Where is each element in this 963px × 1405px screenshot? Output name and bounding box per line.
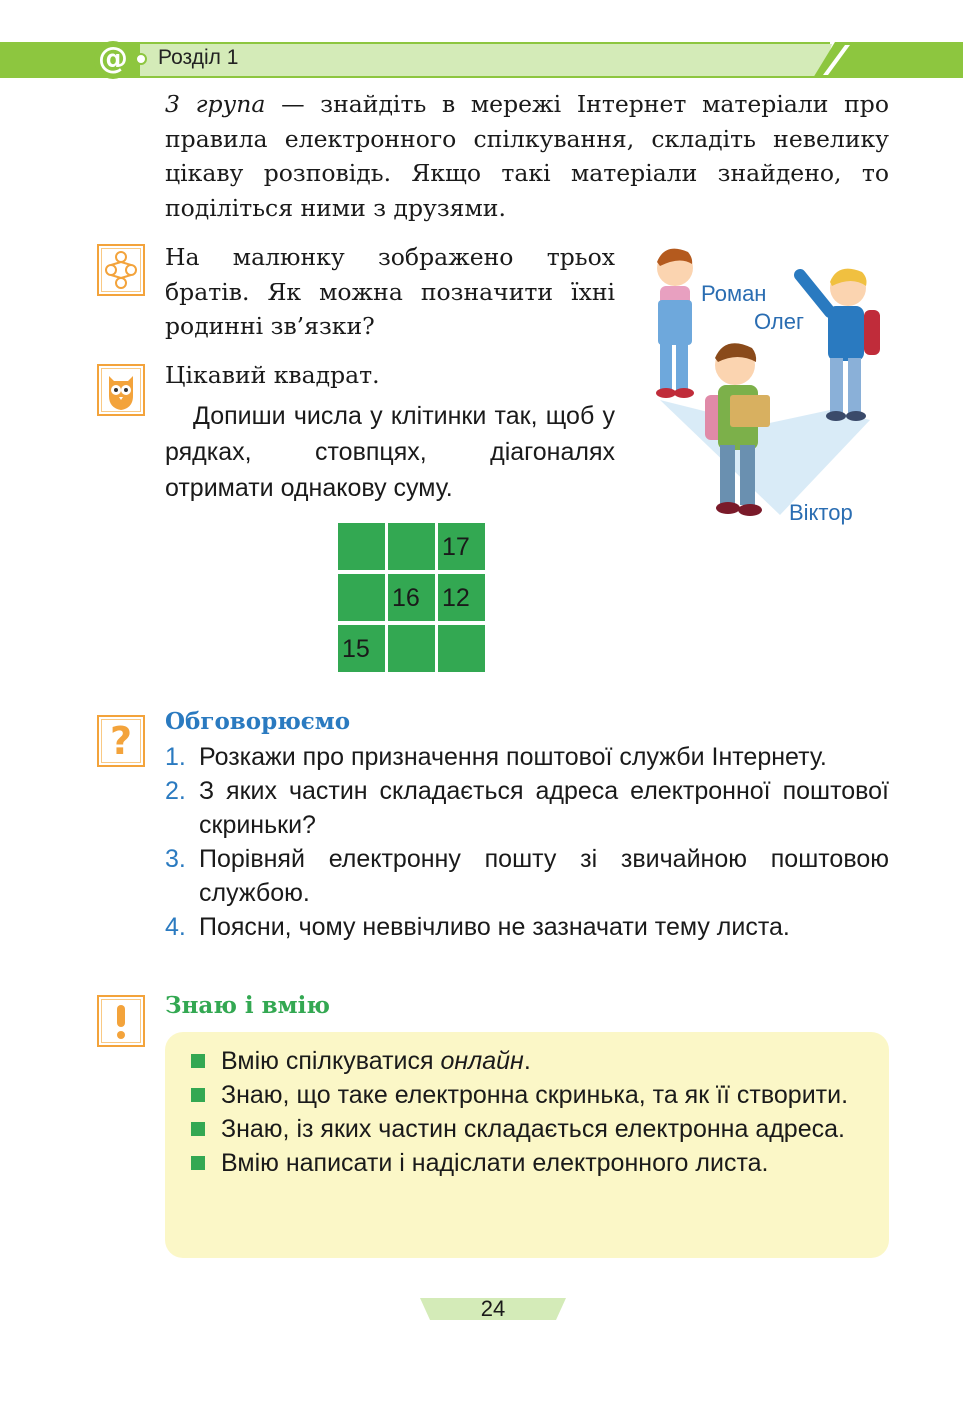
know-heading: Знаю і вмію	[165, 992, 330, 1019]
question-icon: ?	[97, 715, 145, 767]
list-item	[165, 740, 889, 774]
list-item	[165, 910, 889, 944]
bullet-square-icon	[191, 1054, 205, 1068]
know-item	[165, 1146, 885, 1180]
know-item	[165, 1044, 885, 1078]
header-dot	[135, 53, 147, 65]
roman-figure	[656, 249, 694, 398]
grid-cell[interactable]: 12	[437, 573, 486, 622]
item-text: Розкажи про призначення поштової служби Інтернету.	[199, 743, 827, 771]
know-item	[165, 1078, 885, 1112]
know-item-suffix: .	[523, 1047, 531, 1075]
oleg-figure	[800, 269, 880, 421]
item-number: 4.	[165, 913, 186, 941]
item-number: 2.	[165, 777, 186, 805]
brothers-question: На малюнку зображено трьох братів. Як можна позначити їхні родинні зв’язки?	[165, 243, 615, 340]
section-label: Розділ 1	[158, 46, 239, 69]
puzzle-instruction-text: Допиши числа у клітинки так, щоб у рядках, стовпцях, діагоналях отримати однакову суму.	[165, 402, 615, 502]
item-number: 1.	[165, 743, 186, 771]
puzzle-title: Цікавий квадрат.	[165, 361, 380, 389]
discuss-list	[165, 740, 889, 944]
intro-text: — знайдіть в мережі Інтернет матеріали про правила електронного спілкування, складіть невелику цікаву розповідь. Якщо такі матеріали знайдено, то поділіться ними з друзями.	[165, 90, 890, 222]
exclamation-icon	[97, 995, 145, 1047]
group-label: 3 група	[165, 90, 266, 118]
item-text: З яких частин складається адреса електронної поштової скриньки?	[199, 777, 889, 839]
know-item-text: Знаю, що таке електронна скринька, та як її створити.	[221, 1081, 849, 1109]
item-number: 3.	[165, 845, 186, 873]
item-text: Порівняй електронну пошту зі звичайною поштовою службою.	[199, 845, 889, 907]
list-item	[165, 842, 889, 910]
bullet-square-icon	[191, 1156, 205, 1170]
page-number: 24	[480, 1296, 506, 1321]
grid-cell[interactable]: 17	[437, 522, 486, 571]
brothers-text	[165, 240, 615, 344]
name-viktor: Віктор	[789, 500, 853, 525]
intro-paragraph	[165, 87, 889, 225]
list-item	[165, 774, 889, 842]
grid-cell[interactable]	[387, 624, 436, 673]
grid-cell[interactable]	[387, 522, 436, 571]
puzzle-instruction	[165, 398, 615, 506]
discuss-heading: Обговорюємо	[165, 708, 351, 735]
bullet-square-icon	[191, 1088, 205, 1102]
grid-cell[interactable]	[437, 624, 486, 673]
bullet-square-icon	[191, 1122, 205, 1136]
know-item-emphasis: онлайн	[440, 1047, 524, 1075]
know-item-text: Знаю, із яких частин складається електронна адреса.	[221, 1115, 845, 1143]
know-item	[165, 1112, 885, 1146]
item-text: Поясни, чому неввічливо не зазначати тему листа.	[199, 913, 790, 941]
at-icon: @	[94, 41, 132, 79]
grid-cell[interactable]	[337, 573, 386, 622]
grid-cell[interactable]: 16	[387, 573, 436, 622]
know-item-prefix: Вмію спілкуватися	[221, 1047, 441, 1075]
grid-cell[interactable]: 15	[337, 624, 386, 673]
know-list	[165, 1044, 885, 1180]
name-oleg: Олег	[754, 309, 804, 334]
know-item-text: Вмію написати і надіслати електронного листа.	[221, 1149, 769, 1177]
owl-icon	[97, 364, 145, 416]
brothers-icon	[97, 244, 145, 296]
grid-cell[interactable]	[337, 522, 386, 571]
name-roman: Роман	[701, 281, 767, 306]
